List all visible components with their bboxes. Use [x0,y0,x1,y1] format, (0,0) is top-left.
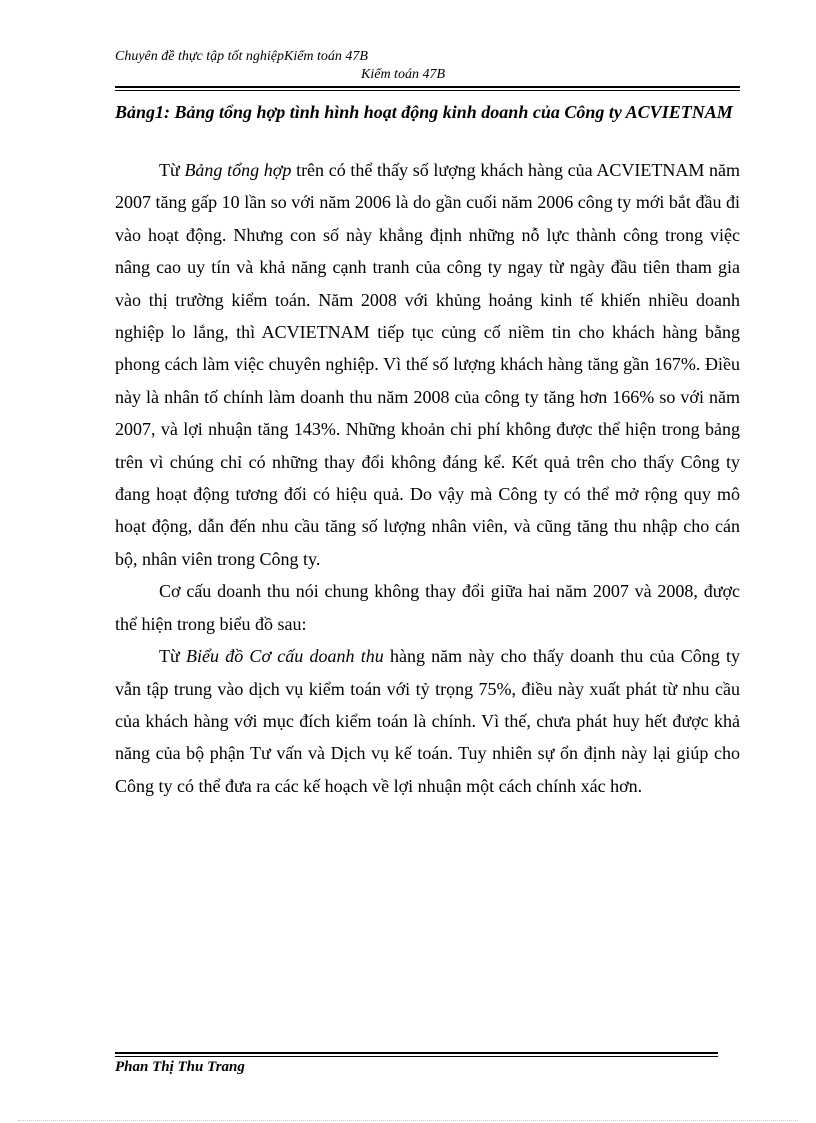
header-class-label: Kiểm toán 47B [361,67,445,82]
header-rule-thin [115,90,740,91]
header-rule-thick [115,86,740,88]
paragraph-1 [115,154,740,575]
footer-rule-thin [115,1056,718,1057]
paragraph-2 [115,575,740,640]
paragraph-1-text: trên có thể thấy số lượng khách hàng của ACVIETNAM năm 2007 tăng gấp 10 lần so với năm 2006 là do gần cuối năm 2006 công ty mới bắt đầu đi vào hoạt động. Nhưng con số này khẳng định những nỗ lực thành công trong việc nâng cao uy tín và khả năng cạnh tranh của công ty ngay từ ngày đầu tiên tham gia vào thị trường kiểm toán. Năm 2008 với khủng hoảng kinh tế khiến nhiều doanh nghiệp lo lắng, thì ACVIETNAM tiếp tục củng cố niềm tin cho khách hàng bằng phong cách làm việc chuyên nghiệp. Vì thế số lượng khách hàng tăng gần 167%. Điều này là nhân tố chính làm doanh thu năm 2008 của công ty tăng hơn 166% so với năm 2007, và lợi nhuận tăng 143%. Những khoản chi phí không được thể hiện trong bảng trên vì chúng chỉ có những thay đổi không đáng kể. Kết quả trên cho thấy Công ty đang hoạt động tương đối có hiệu quả. Do vậy mà Công ty có thể mở rộng quy mô hoạt động, dẫn đến nhu cầu tăng số lượng nhân viên, và cũng tăng thu nhập cho cán bộ, nhân viên trong Công ty. [115,160,740,569]
body-text [115,154,740,802]
paragraph-1-reference: Bảng tổng hợp [184,160,292,180]
paragraph-3 [115,640,740,802]
footer-author: Phan Thị Thu Trang [115,1059,245,1075]
footer-rule-thick [115,1052,718,1054]
paragraph-3-lead: Từ [159,646,186,667]
table-caption-title: Bảng1: Bảng tổng hợp tình hình hoạt động kinh doanh của Công ty ACVIETNAM [115,102,733,122]
paragraph-2-text: Cơ cấu doanh thu nói chung không thay đổi giữa hai năm 2007 và 2008, được thể hiện trong biểu đồ sau: [115,581,740,634]
paragraph-1-lead: Từ [159,160,185,180]
page-bottom-edge [18,1120,798,1121]
paragraph-3-text: hàng năm này cho thấy doanh thu của Công ty vẫn tập trung vào dịch vụ kiểm toán với tỷ trọng 75%, điều này xuất phát từ nhu cầu của khách hàng với mục đích kiểm toán là chính. Vì thế, chưa phát huy hết được khả năng của bộ phận Tư vấn và Dịch vụ kế toán. Tuy nhiên sự ổn định này lại giúp cho Công ty có thể đưa ra các kế hoạch về lợi nhuận một cách chính xác hơn. [115,646,740,796]
paragraph-3-reference: Biểu đồ Cơ cấu doanh thu [185,646,384,667]
header-running-title: Chuyên đề thực tập tốt nghiệpKiểm toán 47B [115,49,368,64]
